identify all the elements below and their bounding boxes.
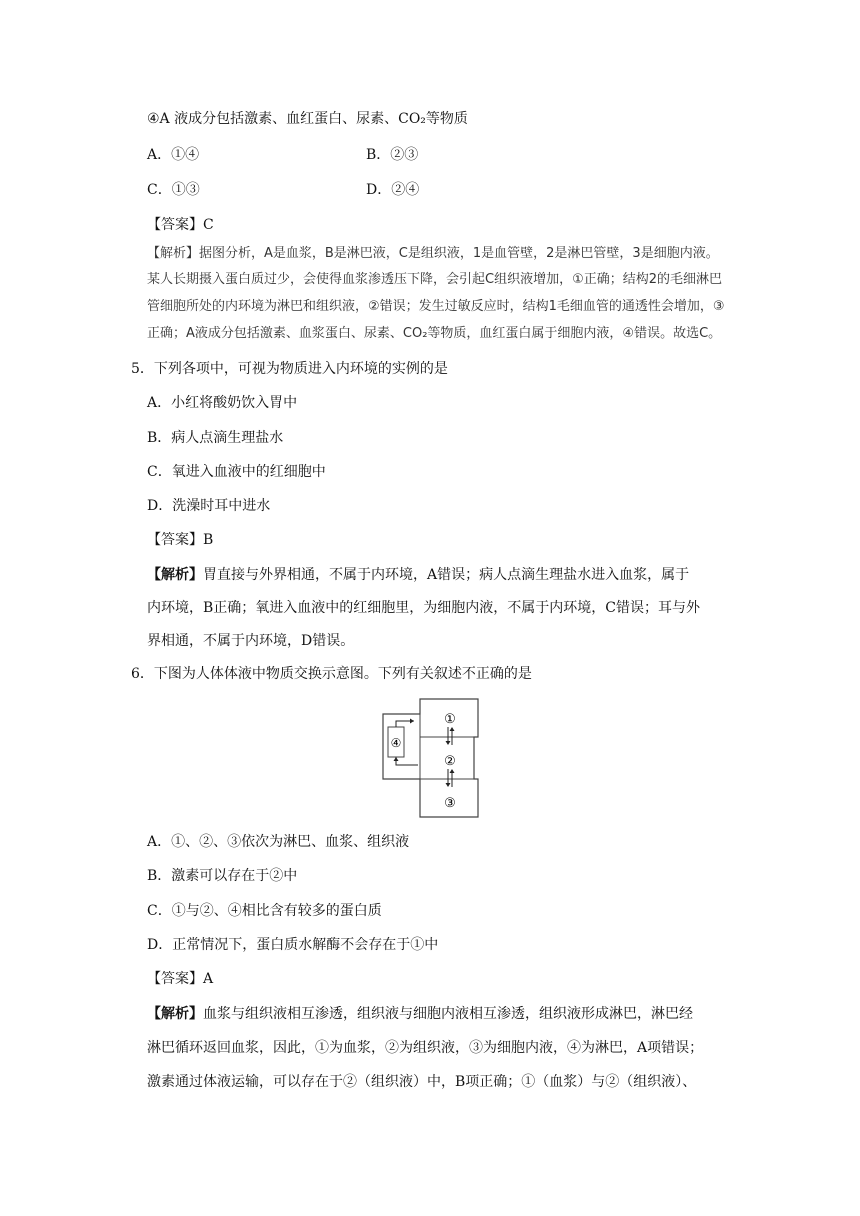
diagram-label-4: ④	[390, 736, 402, 750]
diagram-flow-bottom	[396, 757, 418, 765]
q6-option-d: D．正常情况下，蛋白质水解酶不会存在于①中	[147, 937, 439, 953]
q4-statement-4: ④A 液成分包括激素、血红蛋白、尿素、CO₂等物质	[147, 111, 468, 127]
q4-analysis-line-1: 【解析】据图分析，A是血浆，B是淋巴液，C是组织液，1是血管壁，2是淋巴管壁，3是细胞内液。	[147, 246, 719, 261]
q4-analysis-line-3: 管细胞所处的内环境为淋巴和组织液，②错误；发生过敏反应时，结构1毛细血管的通透性会增加，③	[147, 299, 725, 314]
diagram-label-1: ①	[444, 712, 456, 727]
q6-option-c: C．①与②、④相比含有较多的蛋白质	[147, 903, 382, 919]
q4-answer	[147, 215, 214, 235]
diagram-arrowhead-top	[410, 719, 414, 724]
q4-option-a: A．①④	[147, 147, 200, 163]
q5-analysis-label: 【解析】	[147, 567, 203, 583]
q5-analysis-text-1: 胃直接与外界相通，不属于内环境，A错误；病人点滴生理盐水进入血浆，属于	[203, 567, 690, 583]
q6-answer-value: A	[203, 971, 214, 987]
q4-analysis-line-4: 正确；A液成分包括激素、血浆蛋白、尿素、CO₂等物质，血红蛋白属于细胞内液，④错误。故选C。	[147, 326, 722, 341]
body-fluid-exchange-diagram	[380, 697, 484, 821]
q5-option-d: D．洗澡时耳中进水	[147, 498, 271, 514]
diagram-label-3: ③	[444, 796, 456, 811]
q5-answer-value: B	[203, 532, 214, 548]
q4-analysis-line-2: 某人长期摄入蛋白质过少，会使得血浆渗透压下降，会引起C组织液增加，①正确；结构2的毛细淋巴	[147, 272, 723, 287]
q6-analysis-line-3: 激素通过体液运输，可以存在于②（组织液）中，B项正确；①（血浆）与②（组织液）、	[147, 1074, 697, 1090]
q5-answer-label: 【答案】	[147, 532, 203, 548]
q6-analysis-label: 【解析】	[147, 1006, 203, 1022]
q5-option-a: A．小红将酸奶饮入胃中	[147, 395, 298, 411]
q6-analysis-line-2: 淋巴循环返回血浆，因此，①为血浆，②为组织液，③为细胞内液，④为淋巴，A项错误；	[147, 1040, 704, 1056]
q4-answer-label: 【答案】	[147, 217, 203, 233]
q5-analysis-line-1	[147, 565, 689, 585]
q6-answer-label: 【答案】	[147, 971, 203, 987]
q4-answer-value: C	[203, 217, 214, 233]
q6-analysis-line-1	[147, 1004, 693, 1024]
q6-answer	[147, 969, 213, 989]
q4-option-c: C．①③	[147, 182, 200, 198]
q5-option-b: B．病人点滴生理盐水	[147, 430, 284, 446]
q6-stem: 6．下图为人体体液中物质交换示意图。下列有关叙述不正确的是	[131, 666, 532, 682]
q6-analysis-text-1: 血浆与组织液相互渗透，组织液与细胞内液相互渗透，组织液形成淋巴，淋巴经	[203, 1006, 693, 1022]
q4-option-b: B．②③	[366, 147, 419, 163]
q5-analysis-line-3: 界相通，不属于内环境，D错误。	[147, 633, 355, 649]
q5-answer	[147, 530, 213, 550]
q6-option-b: B．激素可以存在于②中	[147, 868, 298, 884]
q6-option-a: A．①、②、③依次为淋巴、血浆、组织液	[147, 834, 410, 850]
diagram-label-2: ②	[444, 754, 456, 769]
q5-stem: 5．下列各项中，可视为物质进入内环境的实例的是	[131, 361, 448, 377]
q5-analysis-line-2: 内环境，B正确；氧进入血液中的红细胞里，为细胞内液，不属于内环境，C错误；耳与外	[147, 600, 700, 616]
q4-option-d: D．②④	[366, 182, 420, 198]
diagram-arrowhead-bottom	[394, 757, 399, 761]
diagram-outline	[383, 699, 478, 817]
q5-option-c: C．氧进入血液中的红细胞中	[147, 464, 326, 480]
